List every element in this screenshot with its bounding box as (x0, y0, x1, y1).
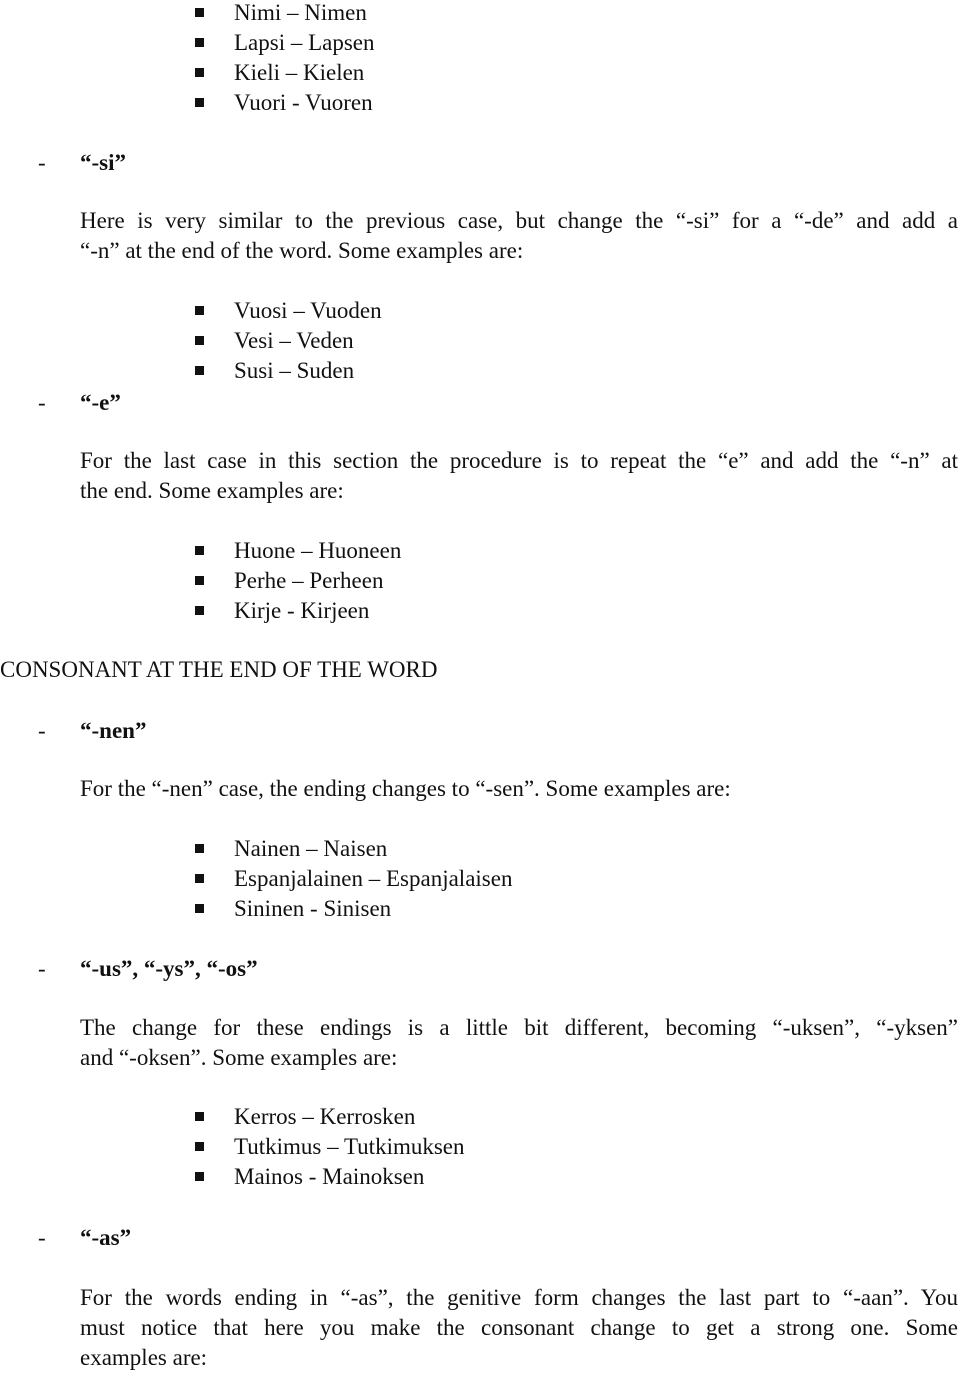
example-list-1 (195, 0, 375, 118)
heading-dash: - (38, 956, 46, 981)
list-item: Mainos - Mainoksen (195, 1162, 465, 1192)
square-bullet-icon (195, 844, 204, 853)
paragraph-as: For the words ending in “-as”, the genitive form changes the last part to “-aan”. You must notice that here you make the consonant change to get a strong one. Some examples are: (80, 1285, 958, 1370)
heading-us-ys-os: “-us”, “-ys”, “-os” (80, 956, 258, 981)
heading-nen: “-nen” (80, 718, 147, 743)
square-bullet-icon (195, 576, 204, 585)
heading-as: “-as” (80, 1225, 132, 1250)
square-bullet-icon (195, 1142, 204, 1151)
list-item: Nainen – Naisen (195, 834, 512, 864)
heading-dash: - (38, 718, 46, 743)
square-bullet-icon (195, 1112, 204, 1121)
square-bullet-icon (195, 1172, 204, 1181)
list-item: Kirje - Kirjeen (195, 596, 401, 626)
list-item: Lapsi – Lapsen (195, 28, 375, 58)
paragraph-e: For the last case in this section the procedure is to repeat the “e” and add the “-n” at the end. Some examples are: (80, 448, 958, 503)
heading-dash: - (38, 150, 46, 175)
list-item: Perhe – Perheen (195, 566, 401, 596)
square-bullet-icon (195, 606, 204, 615)
example-list-4 (195, 834, 512, 924)
paragraph-si: Here is very similar to the previous case, but change the “-si” for a “-de” and add a “-n” at the end of the word. Some examples are: (80, 208, 958, 263)
example-list-3 (195, 536, 401, 626)
example-list-5 (195, 1102, 465, 1192)
heading-si: “-si” (80, 150, 126, 175)
square-bullet-icon (195, 38, 204, 47)
list-item: Kerros – Kerrosken (195, 1102, 465, 1132)
square-bullet-icon (195, 336, 204, 345)
square-bullet-icon (195, 306, 204, 315)
paragraph-nen: For the “-nen” case, the ending changes to “-sen”. Some examples are: (80, 776, 731, 801)
list-item: Kieli – Kielen (195, 58, 375, 88)
paragraph-us-ys-os: The change for these endings is a little bit different, becoming “-uksen”, “-yksen” and “-oksen”. Some examples are: (80, 1015, 958, 1070)
list-item: Huone – Huoneen (195, 536, 401, 566)
square-bullet-icon (195, 874, 204, 883)
example-list-2 (195, 296, 382, 386)
list-item: Vuosi – Vuoden (195, 296, 382, 326)
heading-dash: - (38, 1225, 46, 1250)
square-bullet-icon (195, 366, 204, 375)
square-bullet-icon (195, 8, 204, 17)
list-item: Vuori - Vuoren (195, 88, 375, 118)
square-bullet-icon (195, 68, 204, 77)
heading-dash: - (38, 390, 46, 415)
list-item: Nimi – Nimen (195, 0, 375, 28)
square-bullet-icon (195, 904, 204, 913)
list-item: Vesi – Veden (195, 326, 382, 356)
list-item: Susi – Suden (195, 356, 382, 386)
section-title: CONSONANT AT THE END OF THE WORD (0, 657, 438, 682)
square-bullet-icon (195, 546, 204, 555)
square-bullet-icon (195, 98, 204, 107)
list-item: Espanjalainen – Espanjalaisen (195, 864, 512, 894)
heading-e: “-e” (80, 390, 121, 415)
list-item: Tutkimus – Tutkimuksen (195, 1132, 465, 1162)
list-item: Sininen - Sinisen (195, 894, 512, 924)
